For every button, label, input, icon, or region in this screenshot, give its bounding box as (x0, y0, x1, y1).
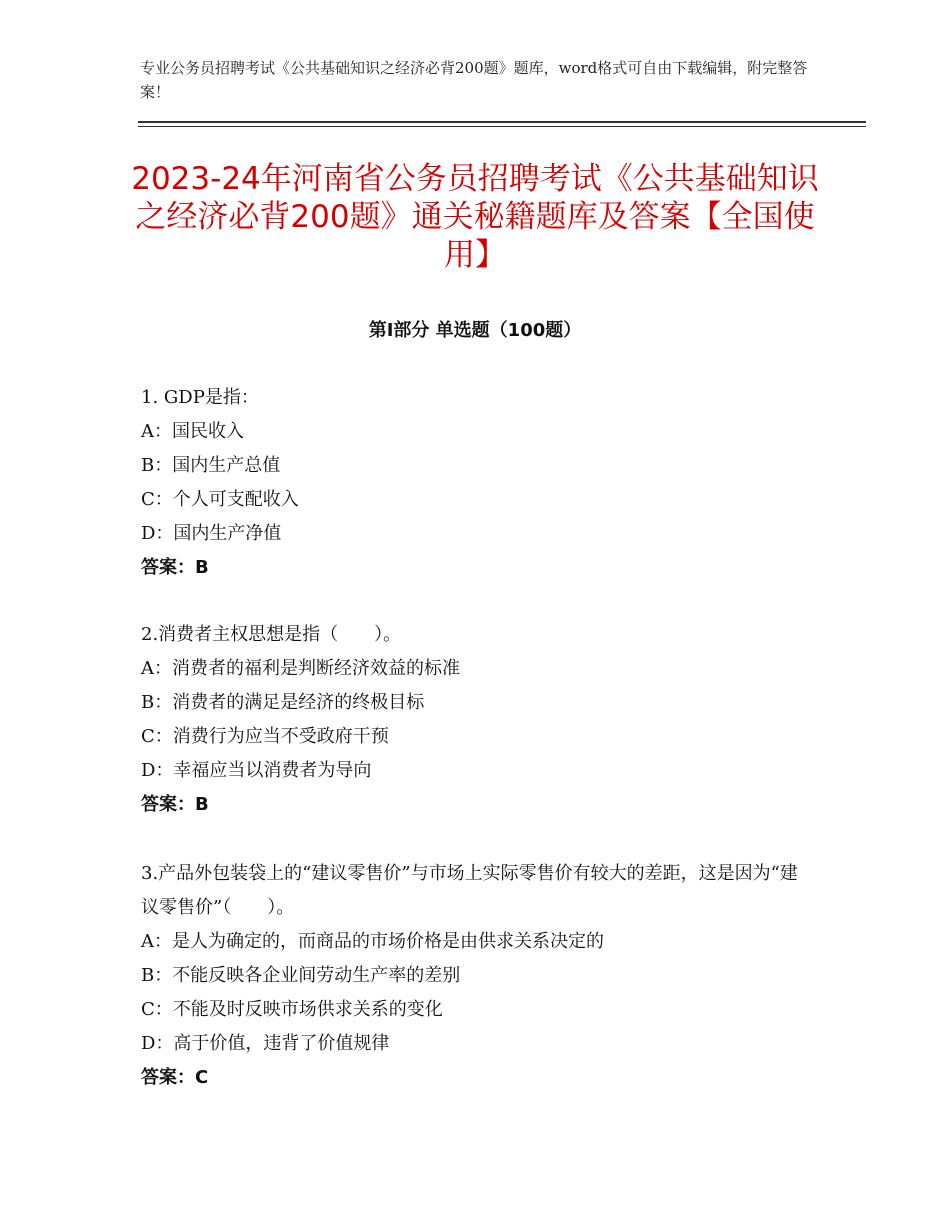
option-c: C：个人可支配收入 (141, 489, 299, 510)
question-2 (141, 618, 811, 822)
header-rule-thick (138, 121, 866, 123)
header-rule-thin (138, 126, 866, 127)
option-b: B：不能反映各企业间劳动生产率的差别 (141, 965, 461, 986)
option-c: C：不能及时反映市场供求关系的变化 (141, 999, 443, 1020)
answer: 答案：C (141, 1067, 209, 1088)
document-title: 2023-24年河南省公务员招聘考试《公共基础知识之经济必背200题》通关秘籍题库及答案【全国使用】 (131, 161, 819, 273)
option-c: C：消费行为应当不受政府干预 (141, 726, 389, 747)
option-a: A：是人为确定的，而商品的市场价格是由供求关系决定的 (141, 931, 604, 952)
option-a: A：消费者的福利是判断经济效益的标准 (141, 658, 460, 679)
question-stem: 1. GDP是指： (141, 387, 259, 408)
option-b: B：国内生产总值 (141, 455, 281, 476)
option-a: A：国民收入 (141, 421, 244, 442)
question-3 (141, 857, 811, 1095)
answer: 答案：B (141, 557, 209, 578)
option-d: D：高于价值，违背了价值规律 (141, 1033, 390, 1054)
section-title: 第Ⅰ部分 单选题（100题） (368, 320, 582, 341)
question-1 (141, 381, 811, 585)
option-d: D：幸福应当以消费者为导向 (141, 760, 372, 781)
question-stem: 2.消费者主权思想是指（ ）。 (141, 624, 402, 645)
answer: 答案：B (141, 794, 209, 815)
option-d: D：国内生产净值 (141, 523, 282, 544)
option-b: B：消费者的满足是经济的终极目标 (141, 692, 425, 713)
header-note: 专业公务员招聘考试《公共基础知识之经济必背200题》题库，word格式可自由下载编辑，附完整答案！ (140, 59, 808, 101)
question-stem: 3.产品外包装袋上的“建议零售价”与市场上实际零售价有较大的差距，这是因为“建议零售价”（ ）。 (141, 863, 798, 918)
